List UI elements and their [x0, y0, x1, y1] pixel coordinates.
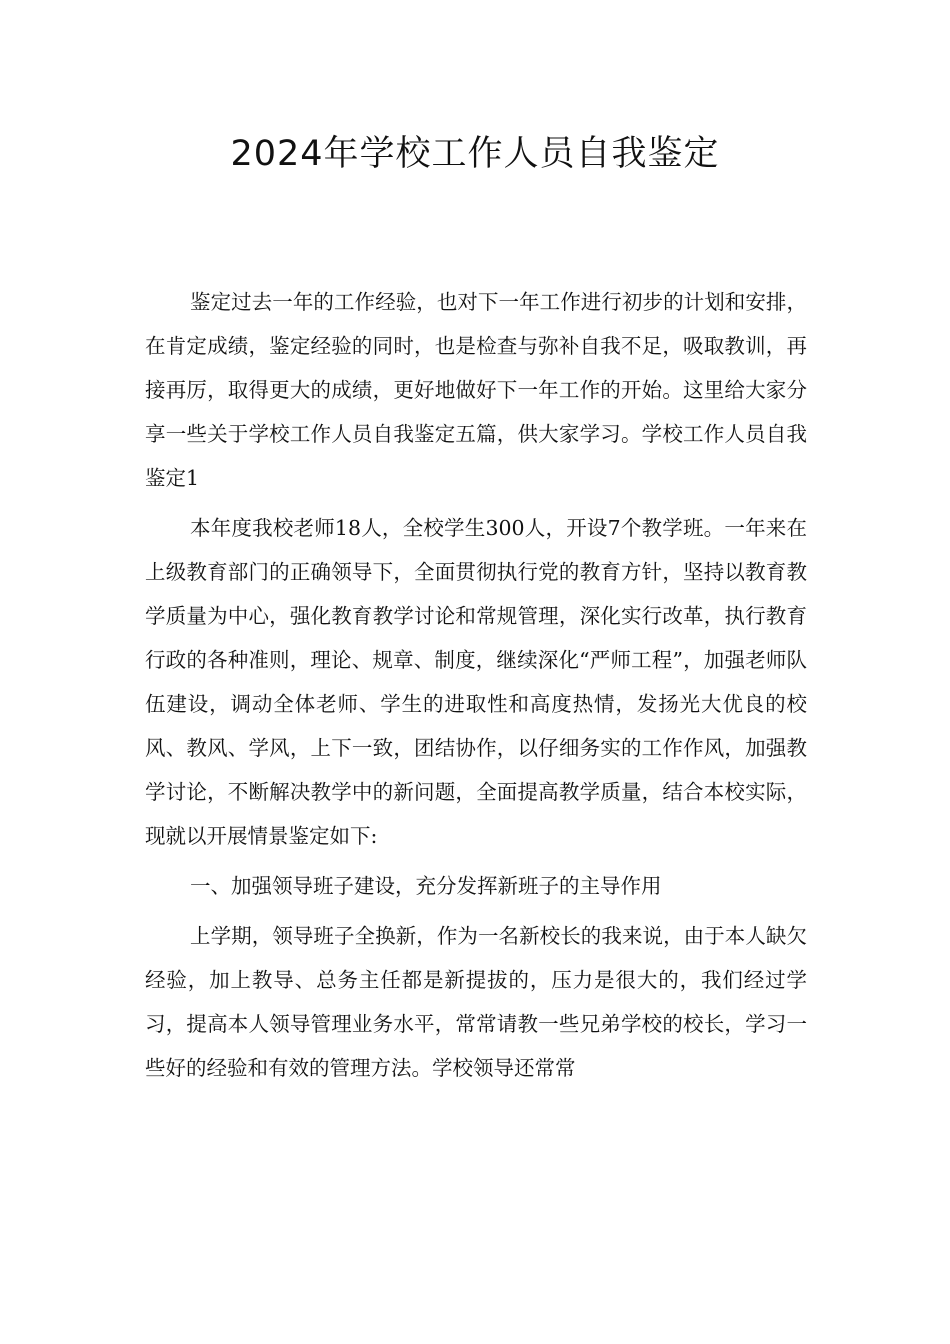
section-heading: 一、加强领导班子建设，充分发挥新班子的主导作用 — [190, 874, 662, 898]
document-title: 2024年学校工作人员自我鉴定 — [230, 134, 720, 174]
paragraph-leadership: 上学期，领导班子全换新，作为一名新校长的我来说，由于本人缺欠经验，加上教导、总务主任都是新提拔的，压力是很大的，我们经过学习，提高本人领导管理业务水平，常常请教一些兄弟学校的校长，学习一些好的经验和有效的管理方法。学校领导还常常 — [145, 924, 807, 1080]
paragraph-overview: 本年度我校老师18人，全校学生300人，开设7个教学班。一年来在上级教育部门的正确领导下，全面贯彻执行党的教育方针，坚持以教育教学质量为中心，强化教育教学讨论和常规管理，深化实行改革，执行教育行政的各种准则，理论、规章、制度，继续深化“严师工程”，加强老师队伍建设，调动全体老师、学生的进取性和高度热情，发扬光大优良的校风、教风、学风，上下一致，团结协作，以仔细务实的工作作风，加强教学讨论，不断解决教学中的新问题，全面提高教学质量，结合本校实际，现就以开展情景鉴定如下: — [145, 516, 807, 848]
document-body — [145, 280, 807, 1096]
paragraph-intro: 鉴定过去一年的工作经验，也对下一年工作进行初步的计划和安排，在肯定成绩，鉴定经验的同时，也是检查与弥补自我不足，吸取教训，再接再厉，取得更大的成绩，更好地做好下一年工作的开始。这里给大家分享一些关于学校工作人员自我鉴定五篇，供大家学习。学校工作人员自我鉴定1 — [145, 290, 807, 490]
